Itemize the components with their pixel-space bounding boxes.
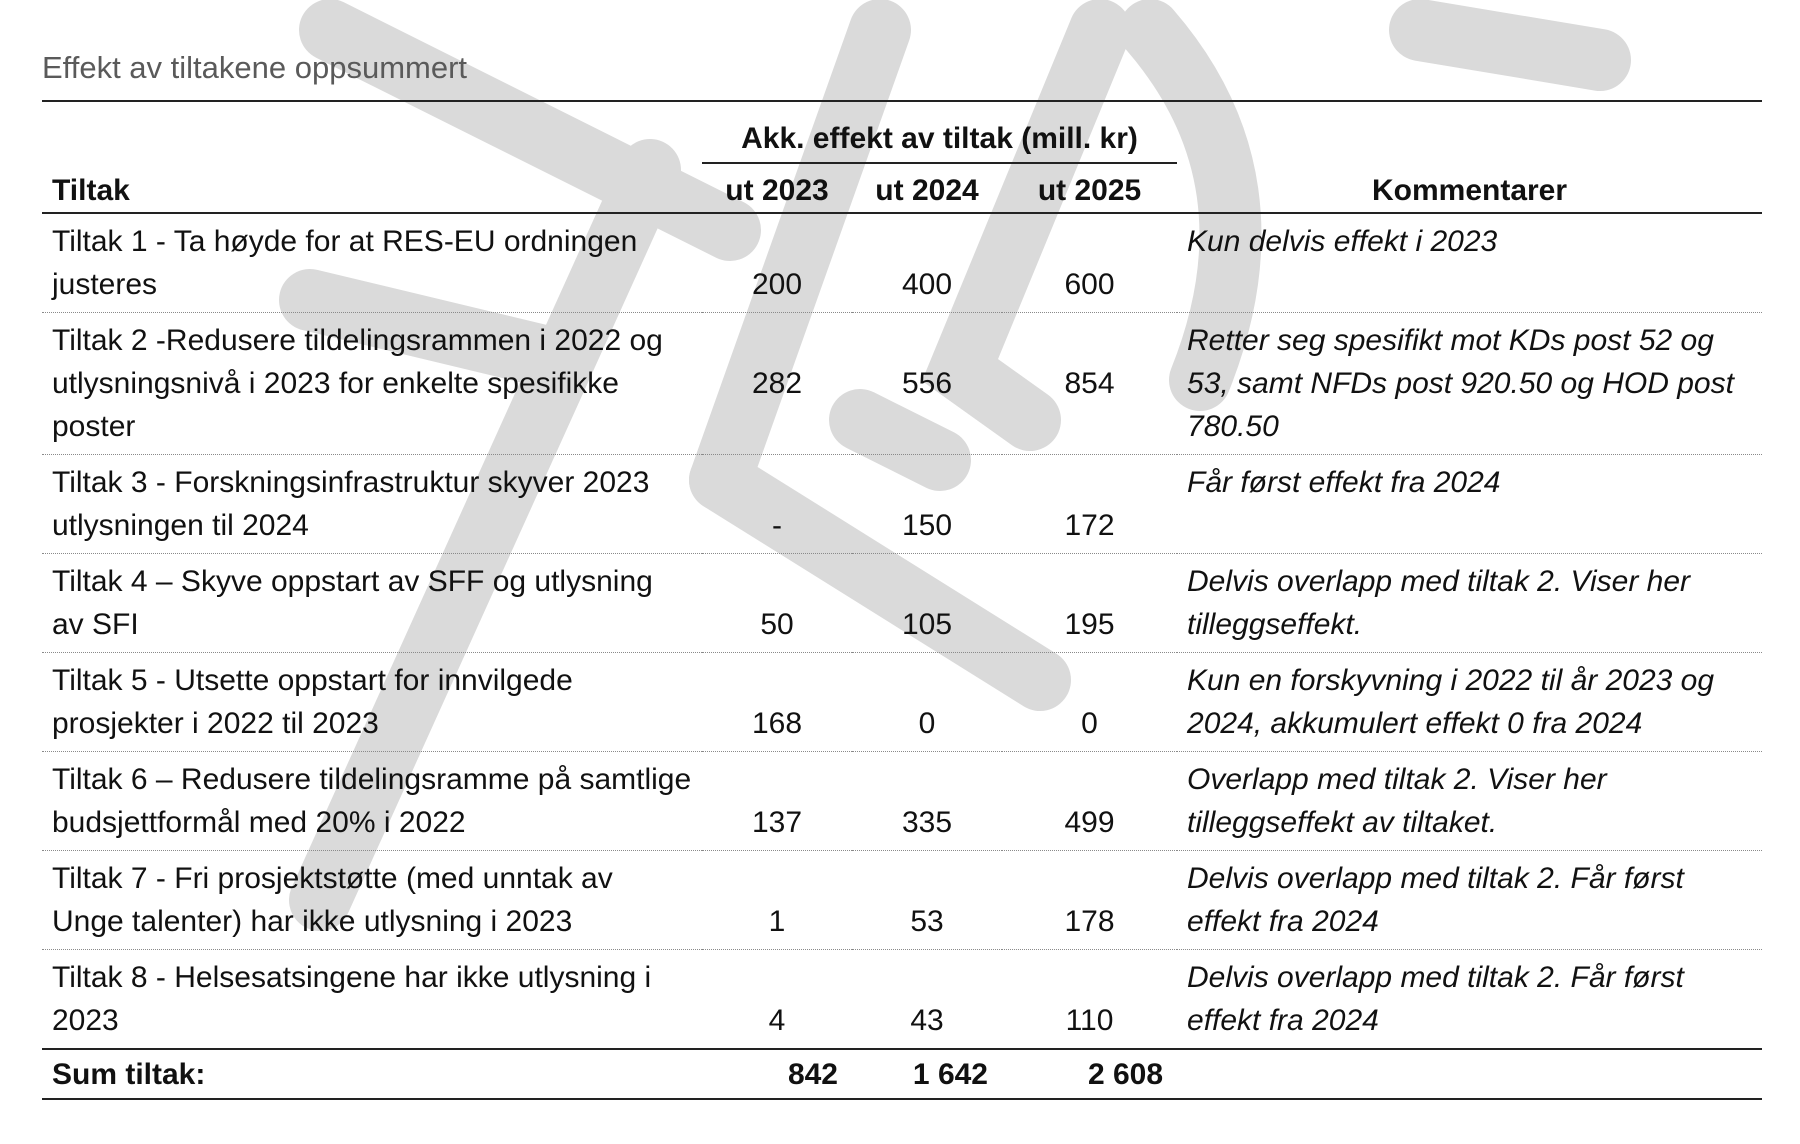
sum-2025: 2 608 <box>1002 1049 1177 1099</box>
column-header-kommentarer: Kommentarer <box>1177 163 1762 213</box>
value-2025-cell: 854 <box>1002 313 1177 455</box>
value-2024-cell: 400 <box>852 213 1002 313</box>
value-2025-cell: 0 <box>1002 653 1177 752</box>
comment-cell: Delvis overlapp med tiltak 2. Får først effekt fra 2024 <box>1177 950 1762 1050</box>
value-2023-cell: 1 <box>702 851 852 950</box>
table-row <box>42 752 1762 851</box>
effect-table-wrapper <box>42 100 1762 1100</box>
comment-cell: Delvis overlapp med tiltak 2. Får først effekt fra 2024 <box>1177 851 1762 950</box>
tiltak-cell: Tiltak 5 - Utsette oppstart for innvilgede prosjekter i 2022 til 2023 <box>42 653 702 752</box>
value-2023-cell: 50 <box>702 554 852 653</box>
sum-2023: 842 <box>702 1049 852 1099</box>
table-row <box>42 213 1762 313</box>
tiltak-cell: Tiltak 2 -Redusere tildelingsrammen i 2022 og utlysningsnivå i 2023 for enkelte spesifikke poster <box>42 313 702 455</box>
value-2024-cell: 335 <box>852 752 1002 851</box>
tiltak-cell: Tiltak 6 – Redusere tildelingsramme på samtlige budsjettformål med 20% i 2022 <box>42 752 702 851</box>
column-header-2023: ut 2023 <box>702 163 852 213</box>
value-2024-cell: 556 <box>852 313 1002 455</box>
effect-table <box>42 100 1762 1100</box>
group-header-spacer <box>1177 101 1762 163</box>
table-caption: Effekt av tiltakene oppsummert <box>42 50 468 85</box>
comment-cell: Får først effekt fra 2024 <box>1177 455 1762 554</box>
table-row <box>42 554 1762 653</box>
value-2024-cell: 43 <box>852 950 1002 1050</box>
column-header-2024: ut 2024 <box>852 163 1002 213</box>
column-header-2025: ut 2025 <box>1002 163 1177 213</box>
tiltak-cell: Tiltak 1 - Ta høyde for at RES-EU ordningen justeres <box>42 213 702 313</box>
value-2023-cell: 282 <box>702 313 852 455</box>
value-2025-cell: 600 <box>1002 213 1177 313</box>
column-header-row <box>42 163 1762 213</box>
value-2023-cell: - <box>702 455 852 554</box>
sum-2024: 1 642 <box>852 1049 1002 1099</box>
comment-cell: Retter seg spesifikt mot KDs post 52 og 53, samt NFDs post 920.50 og HOD post 780.50 <box>1177 313 1762 455</box>
table-row <box>42 653 1762 752</box>
comment-cell: Kun en forskyvning i 2022 til år 2023 og 2024, akkumulert effekt 0 fra 2024 <box>1177 653 1762 752</box>
value-2023-cell: 4 <box>702 950 852 1050</box>
value-2025-cell: 172 <box>1002 455 1177 554</box>
sum-label: Sum tiltak: <box>42 1049 702 1099</box>
comment-cell: Kun delvis effekt i 2023 <box>1177 213 1762 313</box>
value-2024-cell: 53 <box>852 851 1002 950</box>
value-2023-cell: 200 <box>702 213 852 313</box>
tiltak-cell: Tiltak 3 - Forskningsinfrastruktur skyver 2023 utlysningen til 2024 <box>42 455 702 554</box>
watermark-stroke <box>1420 30 1600 60</box>
table-row <box>42 950 1762 1050</box>
value-2023-cell: 137 <box>702 752 852 851</box>
comment-cell: Delvis overlapp med tiltak 2. Viser her tilleggseffekt. <box>1177 554 1762 653</box>
tiltak-cell: Tiltak 8 - Helsesatsingene har ikke utlysning i 2023 <box>42 950 702 1050</box>
tiltak-cell: Tiltak 4 – Skyve oppstart av SFF og utlysning av SFI <box>42 554 702 653</box>
value-2023-cell: 168 <box>702 653 852 752</box>
table-row <box>42 851 1762 950</box>
value-2024-cell: 0 <box>852 653 1002 752</box>
group-header: Akk. effekt av tiltak (mill. kr) <box>702 101 1177 163</box>
value-2024-cell: 150 <box>852 455 1002 554</box>
sum-row <box>42 1049 1762 1099</box>
comment-cell: Overlapp med tiltak 2. Viser her tilleggseffekt av tiltaket. <box>1177 752 1762 851</box>
value-2025-cell: 499 <box>1002 752 1177 851</box>
value-2025-cell: 110 <box>1002 950 1177 1050</box>
table-row <box>42 455 1762 554</box>
value-2024-cell: 105 <box>852 554 1002 653</box>
sum-comment-empty <box>1177 1049 1762 1099</box>
table-row <box>42 313 1762 455</box>
group-header-spacer <box>42 101 702 163</box>
group-header-row <box>42 101 1762 163</box>
tiltak-cell: Tiltak 7 - Fri prosjektstøtte (med unntak av Unge talenter) har ikke utlysning i 2023 <box>42 851 702 950</box>
column-header-tiltak: Tiltak <box>42 163 702 213</box>
value-2025-cell: 178 <box>1002 851 1177 950</box>
value-2025-cell: 195 <box>1002 554 1177 653</box>
